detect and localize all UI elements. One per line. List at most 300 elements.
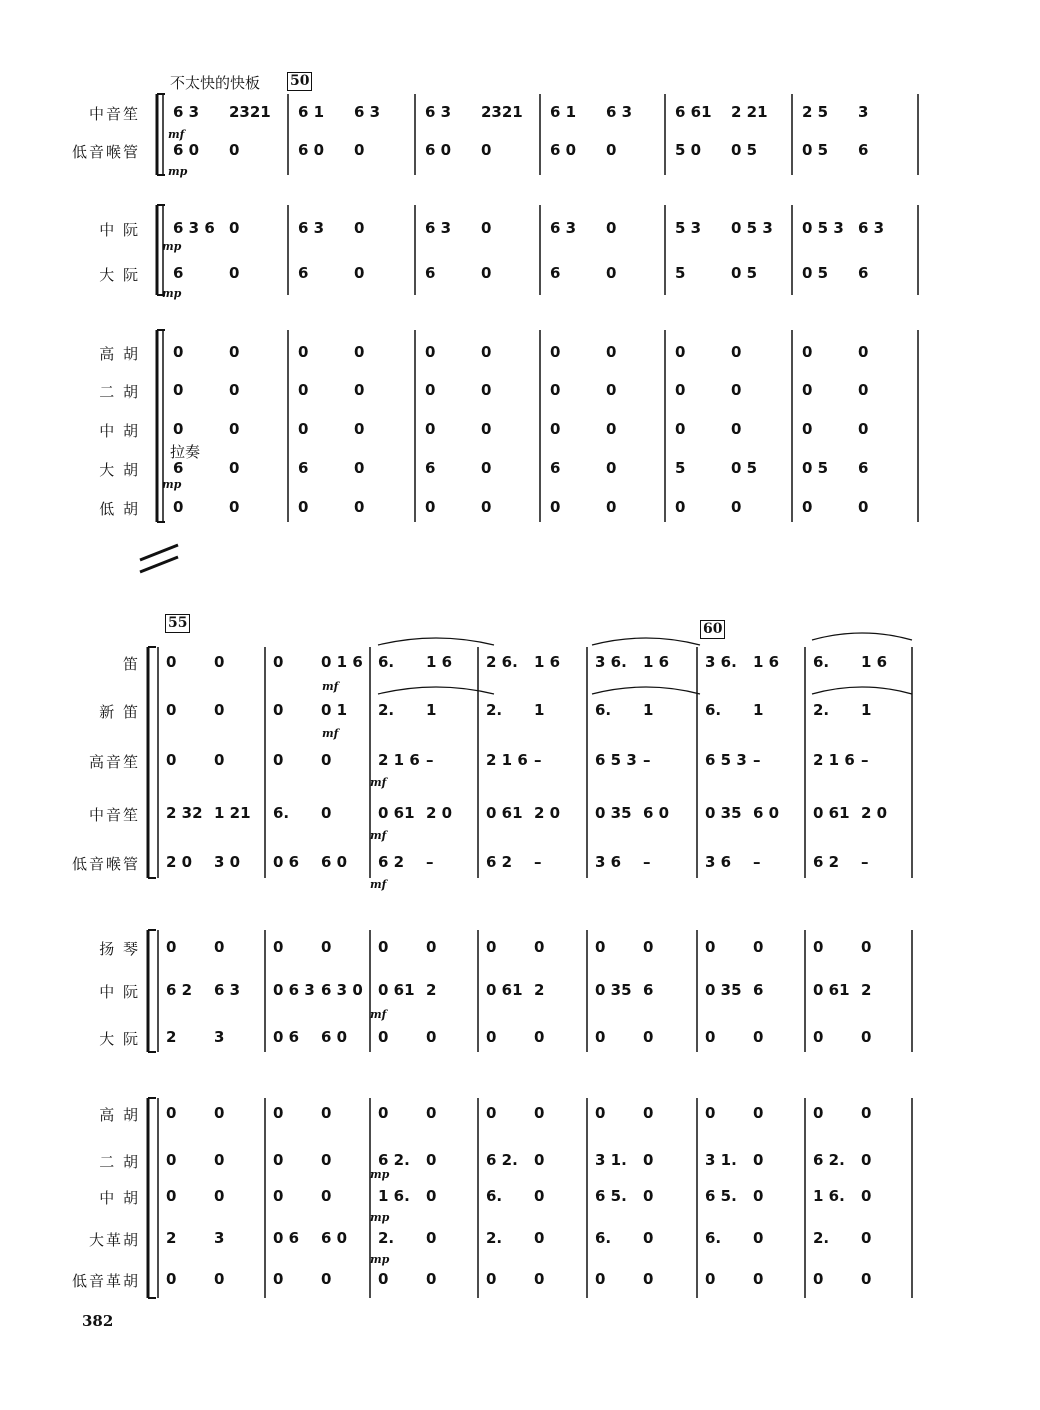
note-cell: 0 35 [595,981,632,999]
instrument-label-system1-5: 二 胡 [99,383,140,401]
dynamic-marking: mp [162,287,182,300]
note-cell: 0 [534,1028,545,1046]
note-cell: – [426,751,434,769]
note-cell: 0 [550,498,561,516]
note-cell: 6. [595,1229,612,1247]
note-cell: 0 [861,938,872,956]
note-cell: 6 [858,264,869,282]
note-cell: 2 1 6 [486,751,528,769]
note-cell: 0 [426,1270,437,1288]
note-cell: 2321 [229,103,271,121]
note-cell: 2 6. [486,653,518,671]
note-cell: 6 0 [298,141,325,159]
note-cell: 6 [858,459,869,477]
note-cell: 0 [481,459,492,477]
bowing-annotation: 拉奏 [170,443,201,461]
note-cell: 6 3 [425,219,452,237]
note-cell: 0 61 [378,981,415,999]
note-cell: 0 [166,1104,177,1122]
note-cell: 0 [534,938,545,956]
instrument-label-system1-0: 中音笙 [88,105,140,123]
note-cell: 0 [229,264,240,282]
note-cell: 0 [173,343,184,361]
dynamic-marking: mf [370,776,387,789]
note-cell: 0 [861,1028,872,1046]
note-cell: – [753,853,761,871]
note-cell: 0 [606,264,617,282]
note-cell: 0 5 3 [731,219,773,237]
note-cell: 6 3 [173,103,200,121]
note-cell: 1 [426,701,437,719]
note-cell: 0 [321,938,332,956]
note-cell: 6 0 [321,1229,348,1247]
note-cell: 0 [534,1151,545,1169]
instrument-label-system2-12: 低音革胡 [71,1272,140,1290]
note-cell: 0 [753,1270,764,1288]
note-cell: 5 [675,459,686,477]
note-cell: 2. [378,701,395,719]
note-cell: 6 3 6 [173,219,215,237]
note-cell: 6 3 [858,219,885,237]
note-cell: 0 [705,1270,716,1288]
note-cell: 0 [298,343,309,361]
note-cell: 0 [606,420,617,438]
note-cell: 0 [378,938,389,956]
note-cell: 0 61 [486,981,523,999]
note-cell: 0 [534,1229,545,1247]
note-cell: 2 [166,1229,177,1247]
note-cell: 0 [858,420,869,438]
note-cell: 2 32 [166,804,203,822]
note-cell: 0 [534,1187,545,1205]
note-cell: 3 [214,1028,225,1046]
note-cell: 0 [166,1151,177,1169]
note-cell: 0 5 [802,459,829,477]
note-cell: 6 1 [550,103,577,121]
note-cell: 0 [813,1270,824,1288]
dynamic-marking: mf [370,829,387,842]
dynamic-marking: mf [168,128,185,141]
note-cell: 0 [214,938,225,956]
note-cell: 6 [425,459,436,477]
instrument-label-system1-6: 中 胡 [99,422,140,440]
note-cell: 0 [643,1151,654,1169]
note-cell: 0 [273,701,284,719]
note-cell: 0 61 [813,981,850,999]
note-cell: 0 [534,1104,545,1122]
instrument-label-system2-5: 扬 琴 [99,940,140,958]
note-cell: 0 [753,1151,764,1169]
note-cell: 3 6 [595,853,622,871]
note-cell: 6 3 [606,103,633,121]
note-cell: 0 [481,498,492,516]
note-cell: – [861,853,869,871]
note-cell: 1 [861,701,872,719]
note-cell: 0 [550,420,561,438]
note-cell: 5 3 [675,219,702,237]
note-cell: 6 0 [321,853,348,871]
note-cell: 0 [861,1270,872,1288]
note-cell: 0 [550,343,561,361]
note-cell: 0 [813,1104,824,1122]
note-cell: 0 [229,219,240,237]
note-cell: 6 2 [166,981,193,999]
note-cell: – [861,751,869,769]
dynamic-marking: mf [322,680,339,693]
page-number: 382 [82,1312,114,1330]
rehearsal-mark-55: 55 [165,614,190,633]
instrument-label-system1-2: 中 阮 [99,221,140,239]
note-cell: 0 [486,938,497,956]
note-cell: 6. [273,804,290,822]
note-cell: 6 61 [675,103,712,121]
note-cell: 0 [861,1229,872,1247]
note-cell: 6 0 [550,141,577,159]
note-cell: 0 [675,381,686,399]
note-cell: 0 [481,381,492,399]
note-cell: 0 [229,459,240,477]
note-cell: 0 [675,343,686,361]
note-cell: 0 [486,1104,497,1122]
note-cell: 0 [166,701,177,719]
note-cell: 0 [425,498,436,516]
note-cell: 3 [214,1229,225,1247]
dynamic-marking: mp [168,165,188,178]
note-cell: 0 35 [705,804,742,822]
note-cell: 0 5 [731,459,758,477]
instrument-label-system2-0: 笛 [122,655,140,673]
note-cell: 0 [858,381,869,399]
note-cell: 0 [214,1151,225,1169]
note-cell: 0 [166,938,177,956]
note-cell: 0 5 [731,141,758,159]
note-cell: 3 [858,103,869,121]
note-cell: 0 [486,1028,497,1046]
dynamic-marking: mp [370,1168,390,1181]
note-cell: 6 [173,264,184,282]
note-cell: 0 [354,459,365,477]
note-cell: 0 [173,381,184,399]
slur [592,638,700,645]
note-cell: 0 [354,420,365,438]
note-cell: 6. [378,653,395,671]
note-cell: 0 [606,219,617,237]
note-cell: 0 [321,1270,332,1288]
instrument-label-system2-4: 低音喉管 [71,855,140,873]
note-cell: 0 [731,381,742,399]
note-cell: 6 3 0 [321,981,363,999]
note-cell: 2. [813,701,830,719]
note-cell: 0 1 6 [321,653,363,671]
note-cell: 0 [426,1151,437,1169]
note-cell: 2 1 6 [378,751,420,769]
note-cell: 1 6 [753,653,780,671]
note-cell: 0 [861,1151,872,1169]
note-cell: 0 [321,1151,332,1169]
note-cell: 0 [229,343,240,361]
note-cell: 0 [802,420,813,438]
note-cell: 0 [229,141,240,159]
note-cell: 0 [273,1104,284,1122]
instrument-label-system2-8: 高 胡 [99,1106,140,1124]
instrument-label-system2-11: 大革胡 [88,1231,140,1249]
note-cell: 6 [643,981,654,999]
note-cell: 6 [298,264,309,282]
slur [378,638,494,645]
note-cell: 1 6. [378,1187,410,1205]
dynamic-marking: mp [162,478,182,491]
note-cell: 0 1 [321,701,348,719]
note-cell: 6 2 [813,853,840,871]
note-cell: – [643,853,651,871]
note-cell: 0 [273,653,284,671]
note-cell: 0 35 [705,981,742,999]
instrument-label-system2-1: 新 笛 [99,703,140,721]
note-cell: 0 [595,938,606,956]
note-cell: 2 5 [802,103,829,121]
note-cell: 6 [550,459,561,477]
note-cell: 1 21 [214,804,251,822]
note-cell: 6. [705,1229,722,1247]
note-cell: 0 [354,343,365,361]
note-cell: 0 [321,804,332,822]
note-cell: 0 [606,381,617,399]
note-cell: 0 [166,751,177,769]
note-cell: 0 [606,498,617,516]
note-cell: 0 [229,420,240,438]
note-cell: 6. [595,701,612,719]
note-cell: 3 1. [595,1151,627,1169]
note-cell: – [534,751,542,769]
note-cell: 0 [425,343,436,361]
note-cell: 1 [753,701,764,719]
note-cell: 0 [753,938,764,956]
note-cell: 0 [802,381,813,399]
instrument-label-system1-3: 大 阮 [99,266,140,284]
note-cell: – [753,751,761,769]
note-cell: 1 [534,701,545,719]
note-cell: 0 [273,1151,284,1169]
note-cell: 1 6. [813,1187,845,1205]
dynamic-marking: mf [370,878,387,891]
rehearsal-mark-50: 50 [287,72,312,91]
note-cell: 6 2. [378,1151,410,1169]
note-cell: 0 [354,141,365,159]
note-cell: 0 [802,343,813,361]
note-cell: 0 [426,1229,437,1247]
note-cell: 2 0 [861,804,888,822]
note-cell: 0 [813,1028,824,1046]
instrument-label-system1-7: 大 胡 [99,461,140,479]
note-cell: 6 3 [298,219,325,237]
note-cell: 6 [858,141,869,159]
note-cell: 6 3 [214,981,241,999]
note-cell: 0 [426,1028,437,1046]
note-cell: 0 [425,420,436,438]
instrument-label-system2-6: 中 阮 [99,983,140,1001]
note-cell: 6 [298,459,309,477]
note-cell: 0 5 [802,264,829,282]
note-cell: 0 [606,459,617,477]
slur [592,687,700,694]
note-cell: 1 [643,701,654,719]
note-cell: 6. [813,653,830,671]
note-cell: 0 [802,498,813,516]
note-cell: 0 [753,1187,764,1205]
slur [812,633,912,640]
note-cell: 0 [753,1104,764,1122]
note-cell: 0 [321,1187,332,1205]
note-cell: 2 [534,981,545,999]
note-cell: 0 5 [731,264,758,282]
note-cell: 0 [166,1187,177,1205]
instrument-label-system2-7: 大 阮 [99,1030,140,1048]
note-cell: 0 [229,498,240,516]
note-cell: 6 5 3 [705,751,747,769]
note-cell: 0 [273,1270,284,1288]
note-cell: 0 [731,498,742,516]
note-cell: 2. [486,1229,503,1247]
note-cell: 3 6. [705,653,737,671]
instrument-label-system1-1: 低音喉管 [71,143,140,161]
note-cell: 0 5 [802,141,829,159]
note-cell: 0 [321,1104,332,1122]
note-cell: 0 [298,498,309,516]
rehearsal-mark-60: 60 [700,620,725,639]
note-cell: 0 [731,420,742,438]
note-cell: 0 [214,1104,225,1122]
note-cell: 0 [861,1187,872,1205]
note-cell: 6 1 [298,103,325,121]
note-cell: 0 [378,1104,389,1122]
note-cell: 0 [643,1104,654,1122]
note-cell: 0 [378,1270,389,1288]
note-cell: 0 [354,498,365,516]
note-cell: 0 [813,938,824,956]
note-cell: 5 0 [675,141,702,159]
note-cell: 0 6 [273,1229,300,1247]
note-cell: 0 [214,751,225,769]
note-cell: 0 [486,1270,497,1288]
note-cell: 6 5 3 [595,751,637,769]
note-cell: 0 5 3 [802,219,844,237]
note-cell: 0 [675,498,686,516]
note-cell: 0 [643,938,654,956]
note-cell: 6 [425,264,436,282]
note-cell: 0 [214,1187,225,1205]
note-cell: 0 [425,381,436,399]
slur [378,687,494,694]
note-cell: 0 [550,381,561,399]
note-cell: 0 6 [273,853,300,871]
note-cell: 0 [229,381,240,399]
note-cell: 0 [643,1229,654,1247]
note-cell: 3 6 [705,853,732,871]
note-cell: 6 0 [753,804,780,822]
note-cell: 6 [753,981,764,999]
note-cell: 0 [534,1270,545,1288]
dynamic-marking: mf [322,727,339,740]
note-cell: 6 0 [643,804,670,822]
note-cell: – [534,853,542,871]
note-cell: 0 6 [273,1028,300,1046]
note-cell: 2321 [481,103,523,121]
note-cell: 6. [705,701,722,719]
note-cell: 2. [813,1229,830,1247]
dynamic-marking: mf [370,1008,387,1021]
note-cell: 1 6 [426,653,453,671]
note-cell: 2 0 [426,804,453,822]
note-cell: 0 [166,1270,177,1288]
note-cell: 0 [273,1187,284,1205]
note-cell: 2 1 6 [813,751,855,769]
note-cell: 0 [173,498,184,516]
note-cell: 0 [321,751,332,769]
note-cell: 0 [354,264,365,282]
note-cell: 0 [378,1028,389,1046]
note-cell: 0 [858,343,869,361]
note-cell: 0 [753,1028,764,1046]
tempo-marking: 不太快的快板 [170,74,261,92]
note-cell: 0 [643,1028,654,1046]
note-cell: 2 [426,981,437,999]
note-cell: 0 [606,343,617,361]
instrument-label-system1-4: 高 胡 [99,345,140,363]
note-cell: 0 61 [378,804,415,822]
note-cell: 0 [753,1229,764,1247]
note-cell: 0 [173,420,184,438]
note-cell: 0 [481,141,492,159]
note-cell: 6 3 [425,103,452,121]
instrument-label-system2-2: 高音笙 [88,753,140,771]
note-cell: 0 [481,264,492,282]
note-cell: 6 [550,264,561,282]
note-cell: 0 [273,751,284,769]
note-cell: 0 [298,381,309,399]
note-cell: 0 [705,938,716,956]
note-cell: 0 [606,141,617,159]
note-cell: 5 [675,264,686,282]
note-cell: 1 6 [861,653,888,671]
note-cell: 0 [861,1104,872,1122]
note-cell: 0 [354,381,365,399]
note-cell: 0 [675,420,686,438]
note-cell: 0 [298,420,309,438]
slur [812,687,912,694]
note-cell: 6 [173,459,184,477]
note-cell: 2 [861,981,872,999]
note-cell: 0 61 [813,804,850,822]
note-cell: 0 [595,1104,606,1122]
note-cell: 6 0 [173,141,200,159]
note-cell: 0 [481,343,492,361]
note-cell: 0 [426,1104,437,1122]
note-cell: – [426,853,434,871]
note-cell: 1 6 [643,653,670,671]
note-cell: 6 2 [486,853,513,871]
note-cell: 0 [643,1270,654,1288]
note-cell: 3 0 [214,853,241,871]
note-cell: 0 [481,420,492,438]
note-cell: 6 2. [486,1151,518,1169]
note-cell: 0 35 [595,804,632,822]
instrument-label-system2-9: 二 胡 [99,1153,140,1171]
note-cell: 0 [595,1270,606,1288]
note-cell: 0 [705,1028,716,1046]
note-cell: 0 [166,653,177,671]
note-cell: 2 0 [534,804,561,822]
note-cell: 1 6 [534,653,561,671]
